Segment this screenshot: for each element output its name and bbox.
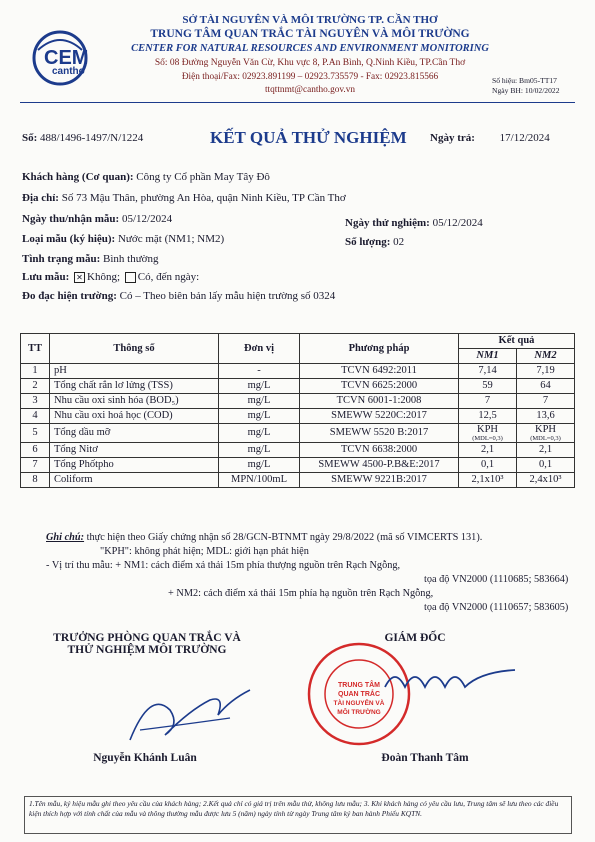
form-code: Số hiệu: Bm05-TT17 xyxy=(492,76,557,85)
cell-nm2: 64 xyxy=(517,379,575,394)
cell-method: TCVN 6638:2000 xyxy=(300,443,459,458)
cell-unit: mg/L xyxy=(219,424,300,443)
center-phone: Điện thoại/Fax: 02923.891199 – 02923.735579 - Fax: 02923.815566 xyxy=(181,72,439,82)
cell-tt: 6 xyxy=(21,443,50,458)
table-row xyxy=(21,394,575,409)
center-logo xyxy=(30,28,116,88)
right-signer-title: GIÁM ĐỐC xyxy=(384,632,446,644)
cell-param: Tổng dầu mỡ xyxy=(50,424,219,443)
cell-unit: mg/L xyxy=(219,379,300,394)
cell-nm2: 13,6 xyxy=(517,409,575,424)
cell-nm2: KPH (MDL=0,3) xyxy=(517,424,575,443)
form-revision: Ngày BH: 10/02/2022 xyxy=(492,86,560,95)
cell-nm2: 7 xyxy=(517,394,575,409)
col-unit: Đơn vị xyxy=(219,334,300,364)
condition-row: Tình trạng mẫu: Bình thường xyxy=(22,253,159,265)
cell-unit: mg/L xyxy=(219,409,300,424)
center-name-en: CENTER FOR NATURAL RESOURCES AND ENVIRONMENT MONITORING xyxy=(131,43,489,54)
cell-tt: 8 xyxy=(21,473,50,488)
cell-unit: mg/L xyxy=(219,458,300,473)
cell-param: Nhu cầu oxi sinh hóa (BOD₅) xyxy=(50,394,219,409)
results-table xyxy=(20,333,575,488)
logo-subtext: cantho xyxy=(52,66,85,77)
cell-tt: 2 xyxy=(21,379,50,394)
right-signature xyxy=(380,662,520,702)
dept-name: SỞ TÀI NGUYÊN VÀ MÔI TRƯỜNG TP. CẦN THƠ xyxy=(182,14,438,26)
cell-param: Coliform xyxy=(50,473,219,488)
test-date-row: Ngày thử nghiệm: 05/12/2024 xyxy=(345,217,483,229)
cell-tt: 5 xyxy=(21,424,50,443)
col-result: Kết quả xyxy=(459,334,575,349)
notes-line6: tọa độ VN2000 (1110657; 583605) xyxy=(424,602,569,613)
header-divider xyxy=(20,102,575,103)
cell-nm2: 0,1 xyxy=(517,458,575,473)
table-row xyxy=(21,458,575,473)
left-signer-title: TRƯỞNG PHÒNG QUAN TRẮC VÀ THỬ NGHIỆM MÔI TRƯỜNG xyxy=(53,632,241,656)
col-method: Phương pháp xyxy=(300,334,459,364)
notes-line4: tọa độ VN2000 (1110685; 583664) xyxy=(424,574,569,585)
cell-nm1: 2,1 xyxy=(459,443,517,458)
received-row: Ngày thu/nhận mẫu: 05/12/2024 xyxy=(22,213,173,225)
cell-method: SMEWW 4500-P.B&E:2017 xyxy=(300,458,459,473)
notes-label: Ghi chú: xyxy=(46,532,85,543)
cell-param: pH xyxy=(50,364,219,379)
right-signer-name: Đoàn Thanh Tâm xyxy=(381,752,469,764)
cell-nm2: 2,1 xyxy=(517,443,575,458)
center-email: ttqttnmt@cantho.gov.vn xyxy=(264,85,356,95)
table-row xyxy=(21,424,575,443)
left-signer-name: Nguyễn Khánh Luân xyxy=(93,752,197,764)
cell-param: Nhu cầu oxi hoá học (COD) xyxy=(50,409,219,424)
col-nm1: NM1 xyxy=(459,349,517,364)
table-row xyxy=(21,379,575,394)
cell-param: Tổng chất rắn lơ lửng (TSS) xyxy=(50,379,219,394)
stamp-text-4: MÔI TRƯỜNG xyxy=(337,709,381,716)
table-row xyxy=(21,364,575,379)
cell-unit: - xyxy=(219,364,300,379)
cell-unit: mg/L xyxy=(219,394,300,409)
return-date: Ngày trả: 17/12/2024 xyxy=(430,132,550,144)
cell-tt: 1 xyxy=(21,364,50,379)
mdl-note: (MDL=0,3) xyxy=(472,435,503,442)
table-row xyxy=(21,409,575,424)
retain-row: Lưu mẫu: ✕ Không; Có, đến ngày: xyxy=(22,271,200,283)
field-measure-row: Đo đạc hiện trường: Có – Theo biên bản lấy mẫu hiện trường số 0324 xyxy=(22,290,336,302)
table-row xyxy=(21,443,575,458)
cell-nm1: KPH (MDL=0,3) xyxy=(459,424,517,443)
cell-param: Tổng Phốtpho xyxy=(50,458,219,473)
cell-tt: 3 xyxy=(21,394,50,409)
center-name-vi: TRUNG TÂM QUAN TRẮC TÀI NGUYÊN VÀ MÔI TRƯỜNG xyxy=(150,28,470,40)
footer-note: 1.Tên mẫu, ký hiệu mẫu ghi theo yêu cầu của khách hàng; 2.Kết quả chỉ có giá trị trên mẫu thử, không lưu mẫu; 3. Khi khách hàng có yêu cầu lưu, Trung tâm sẽ lưu theo các điều kiện thích hợp với tính chất của mẫu và thông thường mẫu được lưu 5 (năm) ngày tính từ ngày Trung tâm ký ban hành Phiếu KQTN. xyxy=(24,796,572,834)
cell-nm1: 2,1x10³ xyxy=(459,473,517,488)
report-number: Số: 488/1496-1497/N/1224 xyxy=(22,132,144,144)
col-tt: TT xyxy=(21,334,50,364)
svg-text:CEM: CEM xyxy=(44,47,89,69)
cell-nm2: 2,4x10³ xyxy=(517,473,575,488)
cell-param: Tổng Nitơ xyxy=(50,443,219,458)
retain-no-checkbox: ✕ xyxy=(74,272,85,283)
table-row xyxy=(21,473,575,488)
cell-method: TCVN 6625:2000 xyxy=(300,379,459,394)
notes-line5: + NM2: cách điểm xả thải 15m phía hạ nguồn trên Rạch Ngỗng, xyxy=(168,588,434,599)
stamp-text-2: QUAN TRẮC xyxy=(338,691,380,698)
cell-unit: MPN/100mL xyxy=(219,473,300,488)
cell-tt: 4 xyxy=(21,409,50,424)
cell-nm1: 0,1 xyxy=(459,458,517,473)
quantity-row: Số lượng: 02 xyxy=(345,236,405,248)
col-param: Thông số xyxy=(50,334,219,364)
cell-method: SMEWW 9221B:2017 xyxy=(300,473,459,488)
notes-line2: "KPH": không phát hiện; MDL: giới hạn phát hiện xyxy=(100,546,309,557)
cell-method: SMEWW 5220C:2017 xyxy=(300,409,459,424)
customer-row: Khách hàng (Cơ quan): Công ty Cổ phần May Tây Đô xyxy=(22,171,270,183)
cell-nm2: 7,19 xyxy=(517,364,575,379)
report-title: KẾT QUẢ THỬ NGHIỆM xyxy=(210,128,407,147)
cell-nm1: 7 xyxy=(459,394,517,409)
cell-nm1: 7,14 xyxy=(459,364,517,379)
cell-nm1: 59 xyxy=(459,379,517,394)
stamp-text-1: TRUNG TÂM xyxy=(338,682,380,689)
notes-block xyxy=(46,531,576,615)
address-row: Địa chỉ: Số 73 Mậu Thân, phường An Hòa, quận Ninh Kiều, TP Cần Thơ xyxy=(22,192,346,204)
sample-type-row: Loại mẫu (ký hiệu): Nước mặt (NM1; NM2) xyxy=(22,233,225,245)
cell-nm1: 12,5 xyxy=(459,409,517,424)
cell-method: TCVN 6492:2011 xyxy=(300,364,459,379)
stamp-text-3: TÀI NGUYÊN VÀ xyxy=(333,700,385,707)
cell-unit: mg/L xyxy=(219,443,300,458)
notes-line3: - Vị trí thu mẫu: + NM1: cách điểm xả thải 15m phía thượng nguồn trên Rạch Ngỗng, xyxy=(46,560,401,571)
cell-method: TCVN 6001-1:2008 xyxy=(300,394,459,409)
mdl-note: (MDL=0,3) xyxy=(530,435,561,442)
center-address: Số: 08 Đường Nguyễn Văn Cừ, Khu vực 8, P.An Bình, Q.Ninh Kiều, TP.Cần Thơ xyxy=(154,58,466,68)
left-signature xyxy=(110,670,260,755)
notes-line1: thực hiện theo Giấy chứng nhận số 28/GCN-BTNMT ngày 29/8/2022 (mã số VIMCERTS 131). xyxy=(86,532,483,543)
col-nm2: NM2 xyxy=(517,349,575,364)
cell-method: SMEWW 5520 B:2017 xyxy=(300,424,459,443)
retain-yes-checkbox xyxy=(125,272,136,283)
cell-tt: 7 xyxy=(21,458,50,473)
